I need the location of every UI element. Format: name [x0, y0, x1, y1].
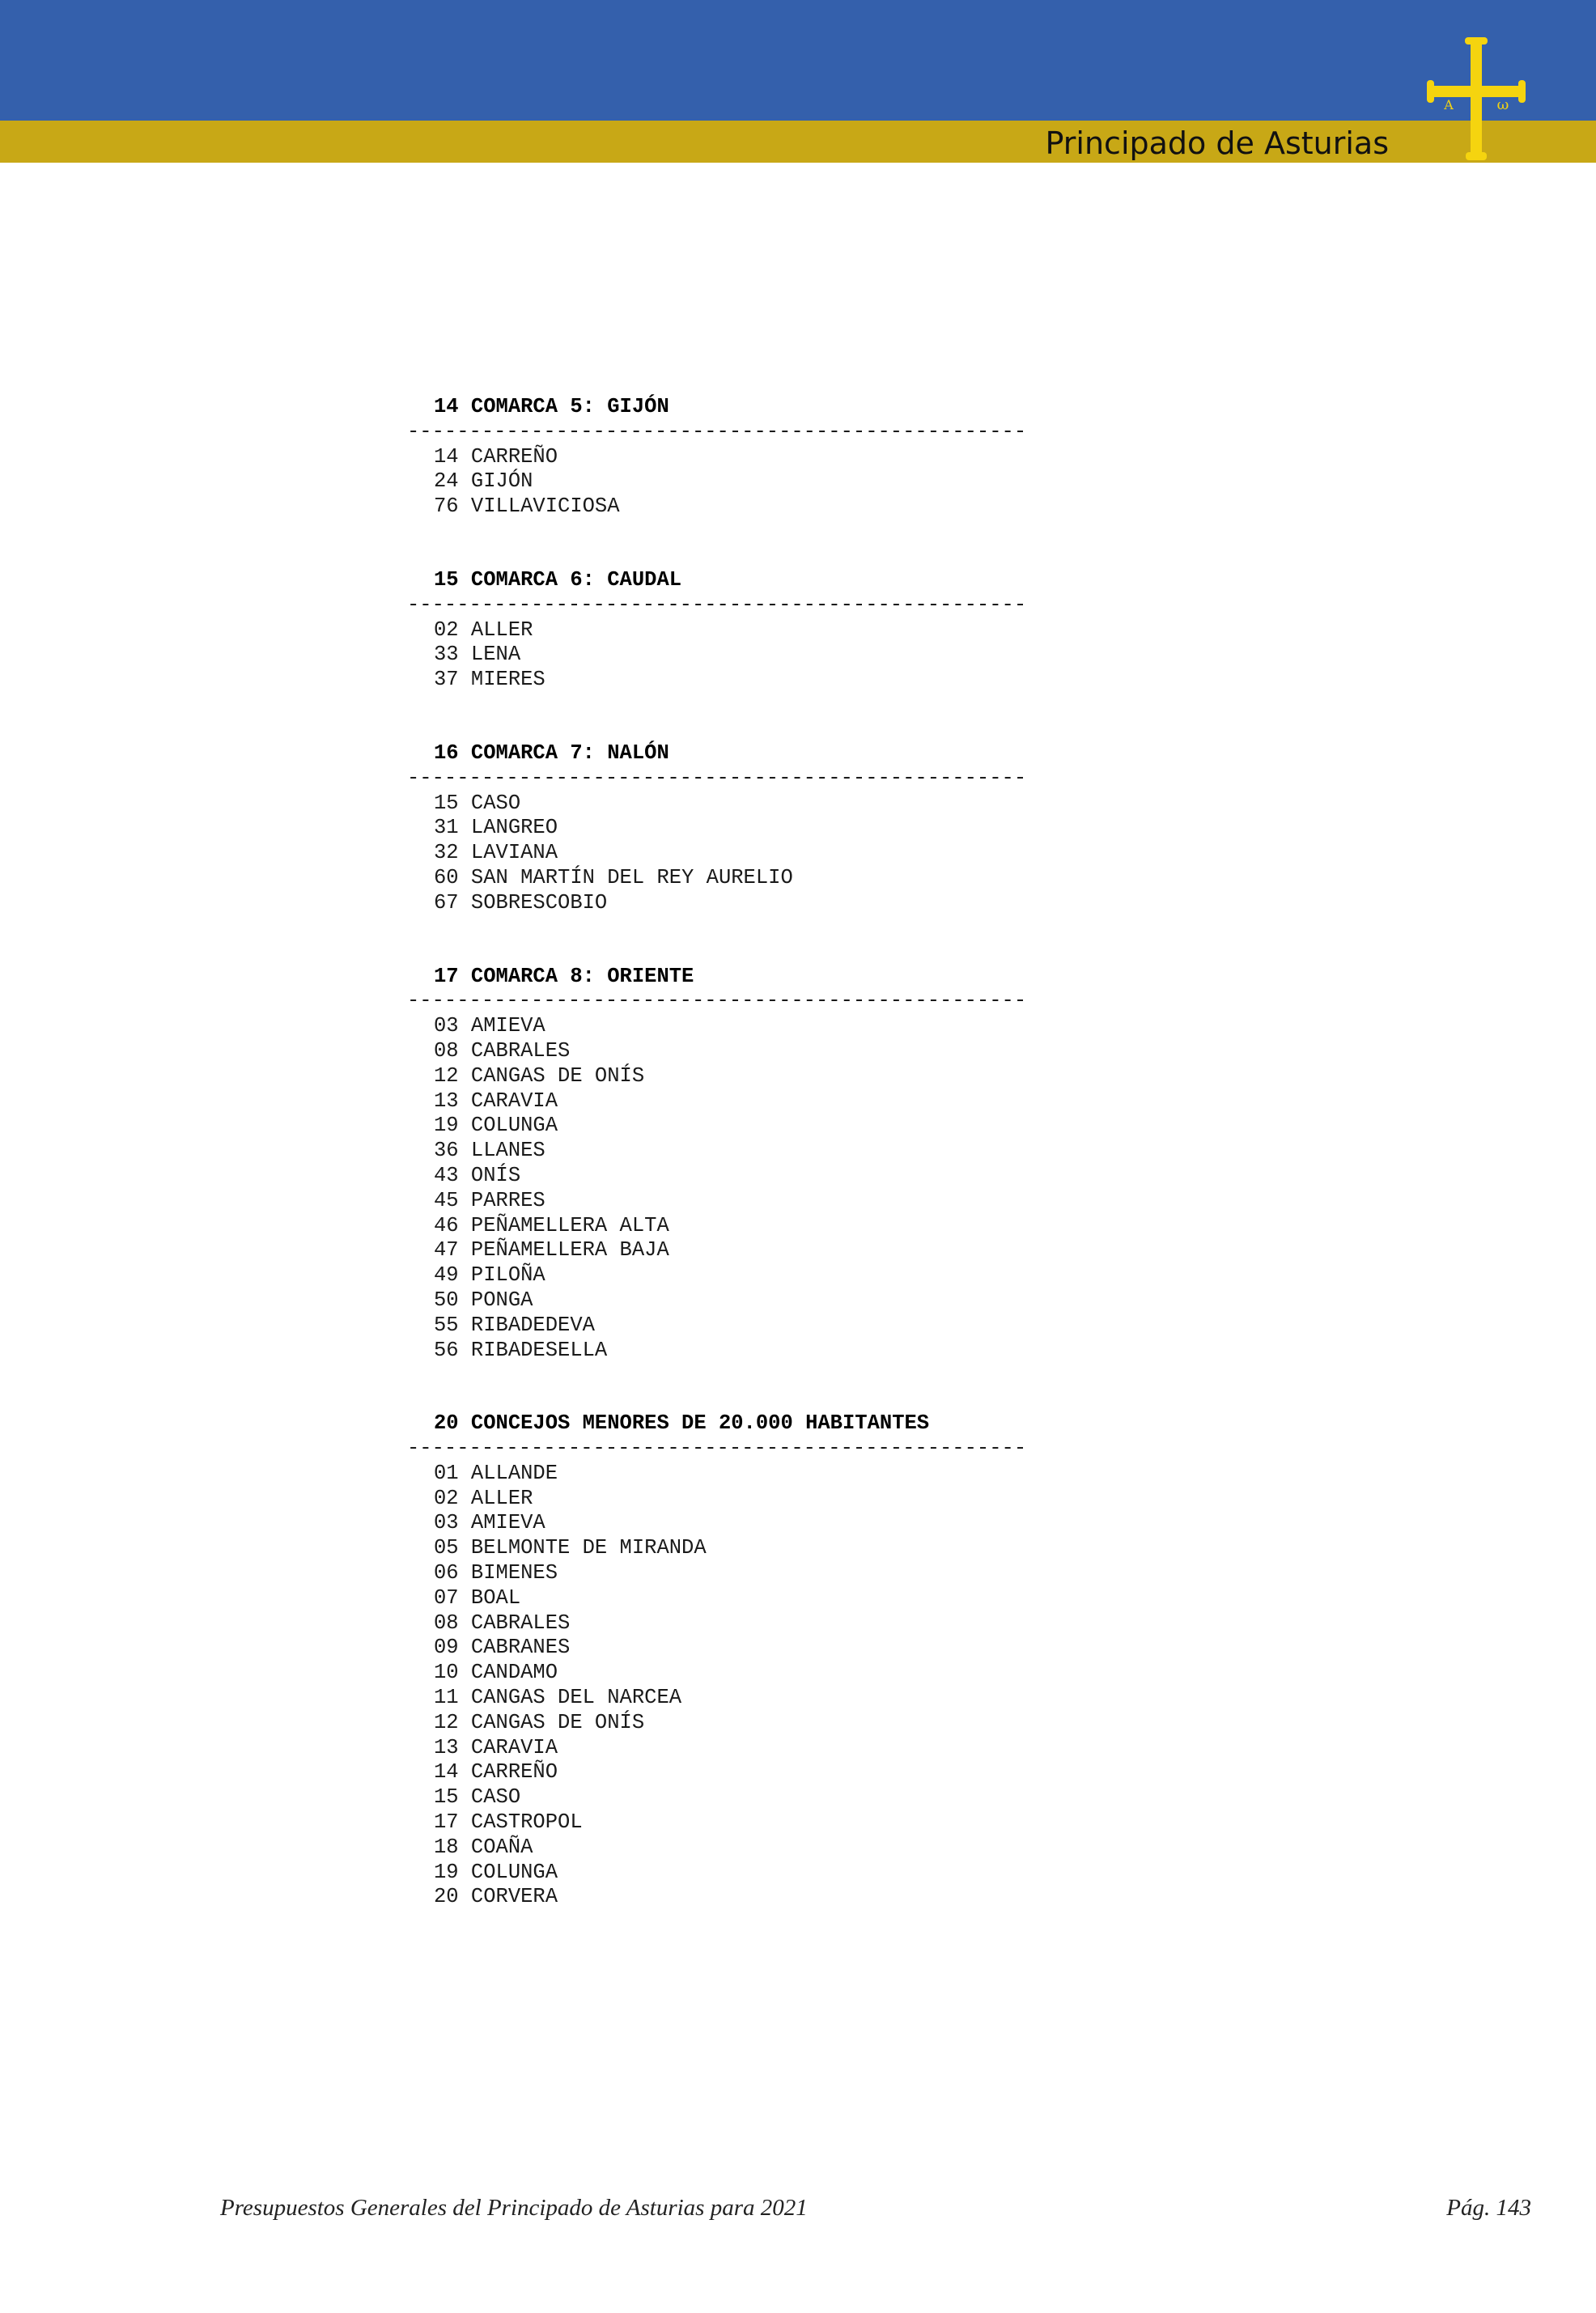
section-comarca-caudal — [407, 568, 1135, 693]
section-comarca-gijon — [407, 395, 1135, 520]
header-blue-band — [0, 0, 1596, 121]
list-item: 20 CORVERA — [434, 1885, 558, 1909]
section-concejos-menores — [407, 1411, 1135, 1910]
list-item: 02 ALLER — [434, 618, 533, 642]
omega-letter: ω — [1496, 96, 1509, 113]
section-rule: -------------------------------------------------- — [407, 419, 1027, 444]
list-item: 31 LANGREO — [434, 816, 558, 840]
list-item: 15 CASO — [434, 791, 521, 815]
list-item: 06 BIMENES — [434, 1561, 558, 1585]
victory-cross-icon — [1424, 36, 1528, 162]
list-item: 14 CARREÑO — [434, 444, 558, 469]
list-item: 33 LENA — [434, 643, 521, 667]
list-item: 50 PONGA — [434, 1288, 533, 1312]
list-item: 09 CABRANES — [434, 1636, 571, 1660]
list-item: 12 CANGAS DE ONÍS — [434, 1710, 645, 1734]
comarcas-list — [407, 395, 1135, 1959]
list-item: 13 CARAVIA — [434, 1089, 558, 1113]
list-item: 46 PEÑAMELLERA ALTA — [434, 1213, 669, 1237]
section-rule: -------------------------------------------------- — [407, 1437, 1027, 1461]
list-item: 19 COLUNGA — [434, 1114, 558, 1138]
list-item: 19 COLUNGA — [434, 1860, 558, 1884]
list-item: 05 BELMONTE DE MIRANDA — [434, 1536, 707, 1560]
list-item: 03 AMIEVA — [434, 1014, 545, 1038]
list-item: 55 RIBADEDEVA — [434, 1313, 595, 1337]
list-item: 12 CANGAS DE ONÍS — [434, 1063, 645, 1088]
section-title: 17 COMARCA 8: ORIENTE — [434, 964, 694, 988]
footer-document-title: Presupuestos Generales del Principado de Asturias para 2021 — [220, 2195, 808, 2221]
list-item: 07 BOAL — [434, 1585, 521, 1610]
list-item: 11 CANGAS DEL NARCEA — [434, 1686, 682, 1710]
list-item: 49 PILOÑA — [434, 1263, 545, 1288]
list-item: 08 CABRALES — [434, 1611, 571, 1635]
section-title: 20 CONCEJOS MENORES DE 20.000 HABITANTES — [434, 1411, 930, 1436]
list-item: 36 LLANES — [434, 1139, 545, 1163]
list-item: 03 AMIEVA — [434, 1511, 545, 1535]
section-comarca-nalon — [407, 741, 1135, 916]
list-item: 15 CASO — [434, 1785, 521, 1810]
list-item: 13 CARAVIA — [434, 1735, 558, 1759]
list-item: 17 CASTROPOL — [434, 1810, 583, 1835]
list-item: 37 MIERES — [434, 668, 545, 692]
list-item: 60 SAN MARTÍN DEL REY AURELIO — [434, 865, 793, 889]
list-item: 43 ONÍS — [434, 1163, 521, 1187]
list-item: 18 COAÑA — [434, 1835, 533, 1859]
section-rule: -------------------------------------------------- — [407, 766, 1027, 790]
list-item: 01 ALLANDE — [434, 1461, 558, 1485]
section-rule: -------------------------------------------------- — [407, 989, 1027, 1013]
section-title: 16 COMARCA 7: NALÓN — [434, 741, 669, 765]
list-item: 08 CABRALES — [434, 1038, 571, 1063]
section-title: 14 COMARCA 5: GIJÓN — [434, 395, 669, 418]
list-item: 47 PEÑAMELLERA BAJA — [434, 1238, 669, 1263]
footer-page-number: Pág. 143 — [1446, 2195, 1531, 2221]
list-item: 14 CARREÑO — [434, 1760, 558, 1785]
list-item: 45 PARRES — [434, 1188, 545, 1212]
header-title: Principado de Asturias — [1045, 125, 1389, 161]
alpha-letter: A — [1444, 97, 1454, 112]
list-item: 67 SOBRESCOBIO — [434, 890, 608, 915]
list-item: 02 ALLER — [434, 1486, 533, 1510]
list-item: 76 VILLAVICIOSA — [434, 494, 620, 519]
list-item: 24 GIJÓN — [434, 469, 533, 494]
section-comarca-oriente — [407, 965, 1135, 1364]
list-item: 10 CANDAMO — [434, 1661, 558, 1685]
list-item: 56 RIBADESELLA — [434, 1338, 608, 1362]
section-title: 15 COMARCA 6: CAUDAL — [434, 567, 682, 592]
section-rule: -------------------------------------------------- — [407, 592, 1027, 617]
list-item: 32 LAVIANA — [434, 841, 558, 865]
